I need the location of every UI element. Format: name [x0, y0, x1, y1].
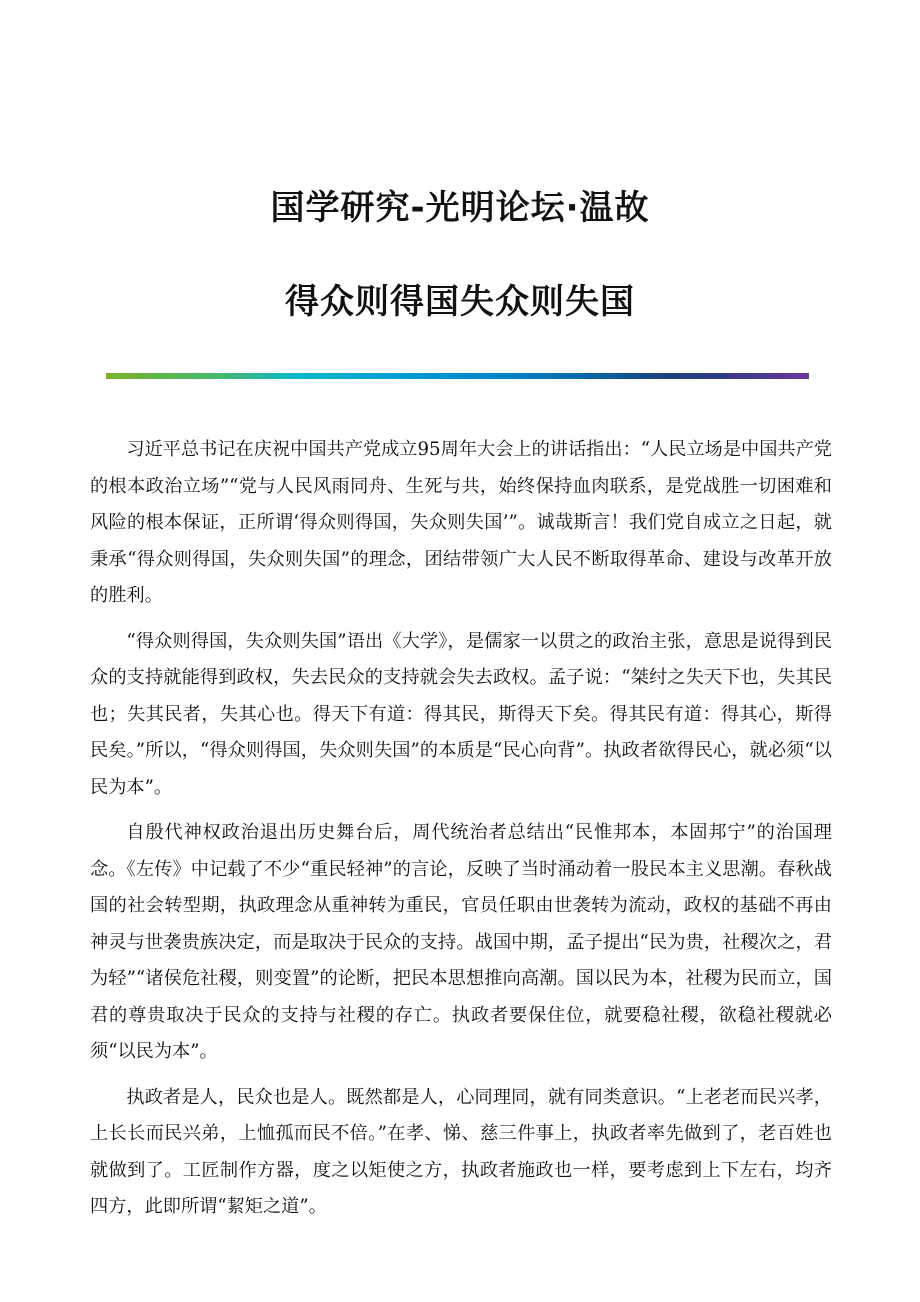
- document-title-line-1: 国学研究-光明论坛·温故: [270, 188, 650, 228]
- document-title-line-2: 得众则得国失众则失国: [285, 282, 635, 322]
- paragraph-1: 习近平总书记在庆祝中国共产党成立95周年大会上的讲话指出：“人民立场是中国共产党的根本政治立场”“党与人民风雨同舟、生死与共，始终保持血肉联系，是党战胜一切困难和风险的根本保证，正所谓‘得众则得国，失众则失国’”。诚哉斯言！我们党自成立之日起，就秉承“得众则得国，失众则失国”的理念，团结带领广大人民不断取得革命、建设与改革开放的胜利。: [90, 439, 832, 606]
- article-body: [90, 432, 832, 1235]
- paragraph-3: 自殷代神权政治退出历史舞台后，周代统治者总结出“民惟邦本，本固邦宁”的治国理念。《左传》中记载了不少“重民轻神”的言论，反映了当时涌动着一股民本主义思潮。春秋战国的社会转型期，执政理念从重神转为重民，官员任职由世袭转为流动，政权的基础不再由神灵与世袭贵族决定，而是取决于民众的支持。战国中期，孟子提出“民为贵，社稷次之，君为轻”“诸侯危社稷，则变置”的论断，把民本思想推向高潮。国以民为本，社稷为民而立，国君的尊贵取决于民众的支持与社稷的存亡。执政者要保住位，就要稳社稷，欲稳社稷就必须“以民为本”。: [90, 822, 832, 1062]
- gradient-divider: [106, 373, 809, 379]
- paragraph-2: “得众则得国，失众则失国”语出《大学》，是儒家一以贯之的政治主张，意思是说得到民众的支持就能得到政权，失去民众的支持就会失去政权。孟子说：“桀纣之失天下也，失其民也；失其民者，失其心也。得天下有道：得其民，斯得天下矣。得其民有道：得其心，斯得民矣。”所以，“得众则得国，失众则失国”的本质是“民心向背”。执政者欲得民心，就必须“以民为本”。: [90, 630, 832, 798]
- paragraph-4: 执政者是人，民众也是人。既然都是人，心同理同，就有同类意识。“上老老而民兴孝，上长长而民兴弟，上恤孤而民不倍。”在孝、悌、慈三件事上，执政者率先做到了，老百姓也就做到了。工匠制作方器，度之以矩使之方，执政者施政也一样，要考虑到上下左右，均齐四方，此即所谓“絜矩之道”。: [90, 1086, 832, 1217]
